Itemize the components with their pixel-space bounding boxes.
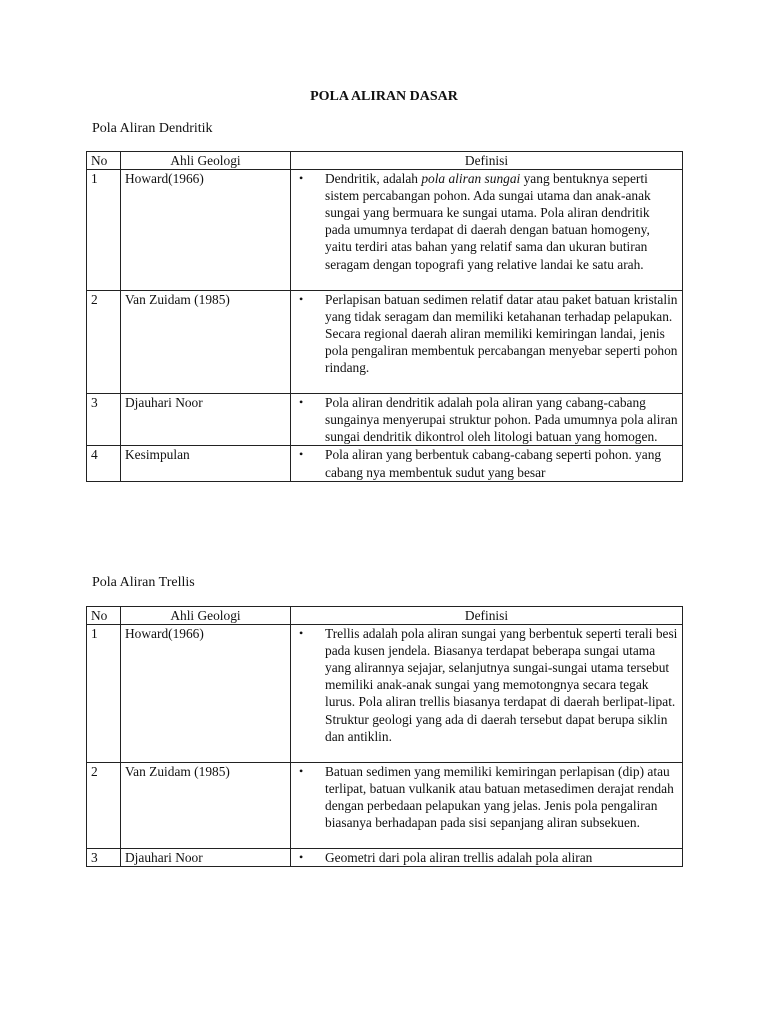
list-item [299, 763, 678, 831]
bullet-icon: • [299, 626, 304, 641]
definisi-text: Batuan sedimen yang memiliki kemiringan perlapisan (dip) atau terlipat, batuan vulkanik atau batuan metasedimen derajat rendah dengan perbedaan pelapukan yang jelas. Jenis pola pengaliran biasanya berhadapan pada sisi sepanjang aliran subsekuen. [325, 763, 674, 831]
list-item [299, 625, 678, 745]
bullet-icon: • [299, 171, 304, 186]
bullet-icon: • [299, 291, 304, 306]
section-heading-dendritik: Pola Aliran Dendritik [92, 121, 213, 136]
cell-ahli: Kesimpulan [121, 446, 291, 481]
header-definisi: Definisi [291, 152, 683, 170]
cell-definisi [291, 290, 683, 393]
definisi-text: Pola aliran dendritik adalah pola aliran yang cabang-cabang sungainya menyerupai struktur pohon. Pada umumnya pola aliran sungai dendritik dikontrol oleh litologi batuan yang homogen. [325, 395, 678, 445]
table-header-row [87, 607, 683, 625]
cell-no: 3 [87, 394, 121, 446]
cell-definisi [291, 762, 683, 848]
cell-definisi [291, 170, 683, 291]
table-row [87, 394, 683, 446]
bullet-icon: • [299, 447, 304, 462]
bullet-icon: • [299, 395, 304, 410]
definisi-text: Perlapisan batuan sedimen relatif datar atau paket batuan kristalin yang tidak seragam dan memiliki ketahanan terhadap pelapukan. Secara regional daerah aliran memiliki kemiringan landai, jenis pola pengaliran membentuk percabangan menyebar seperti pohon rindang. [325, 291, 678, 376]
table-header-row [87, 152, 683, 170]
cell-ahli: Van Zuidam (1985) [121, 290, 291, 393]
cell-no: 2 [87, 762, 121, 848]
list-item [299, 170, 678, 273]
cell-no: 1 [87, 170, 121, 291]
cell-definisi [291, 394, 683, 446]
cell-ahli: Djauhari Noor [121, 849, 291, 867]
definisi-text-italic: pola aliran sungai [421, 171, 521, 187]
table-row [87, 290, 683, 393]
table-row [87, 625, 683, 763]
cell-ahli: Djauhari Noor [121, 394, 291, 446]
definisi-text-start: Dendritik, adalah [325, 171, 422, 187]
page-title: POLA ALIRAN DASAR [310, 89, 458, 104]
table-trellis [86, 606, 683, 867]
definisi-text: Geometri dari pola aliran trellis adalah pola aliran [325, 850, 593, 866]
list-item [299, 849, 678, 866]
table-row [87, 446, 683, 481]
table-row [87, 849, 683, 867]
definisi-text: Pola aliran yang berbentuk cabang-cabang seperti pohon. yang cabang nya membentuk sudut yang besar [325, 447, 662, 480]
definisi-text: Trellis adalah pola aliran sungai yang berbentuk seperti terali besi pada kusen jendela. Biasanya terdapat beberapa sungai utama yang alirannya sejajar, selanjutnya sungai-sungai utama tersebut memiliki anak-anak sungai yang memotongnya secara tegak lurus. Pola aliran trellis biasanya terdapat di daerah berlipat-lipat. Struktur geologi yang ada di daerah tersebut dapat berupa siklin dan antiklin. [325, 626, 678, 744]
definisi-text-end: yang bentuknya seperti sistem percabangan pohon. Ada sungai utama dan anak-anak sungai yang bermuara ke sungai utama. Pola aliran dendritik pada umumnya terdapat di daerah dengan batuan homogeny, yaitu terdiri atas bahan yang relatif sama dan ukuran butiran seragam dengan topografi yang relative landai ke satu arah. [325, 171, 651, 272]
cell-definisi [291, 849, 683, 867]
cell-no: 1 [87, 625, 121, 763]
table-row [87, 762, 683, 848]
table-dendritik [86, 151, 683, 482]
cell-no: 2 [87, 290, 121, 393]
cell-definisi [291, 625, 683, 763]
cell-ahli: Van Zuidam (1985) [121, 762, 291, 848]
table-row [87, 170, 683, 291]
cell-ahli: Howard(1966) [121, 625, 291, 763]
list-item [299, 394, 678, 445]
bullet-icon: • [299, 850, 304, 865]
cell-definisi [291, 446, 683, 481]
list-item [299, 446, 678, 480]
list-item [299, 291, 678, 376]
header-no: No [87, 152, 121, 170]
header-ahli-geologi: Ahli Geologi [121, 607, 291, 625]
cell-ahli: Howard(1966) [121, 170, 291, 291]
cell-no: 4 [87, 446, 121, 481]
header-no: No [87, 607, 121, 625]
cell-no: 3 [87, 849, 121, 867]
section-heading-trellis: Pola Aliran Trellis [92, 575, 195, 590]
bullet-icon: • [299, 763, 304, 778]
header-definisi: Definisi [291, 607, 683, 625]
header-ahli-geologi: Ahli Geologi [121, 152, 291, 170]
